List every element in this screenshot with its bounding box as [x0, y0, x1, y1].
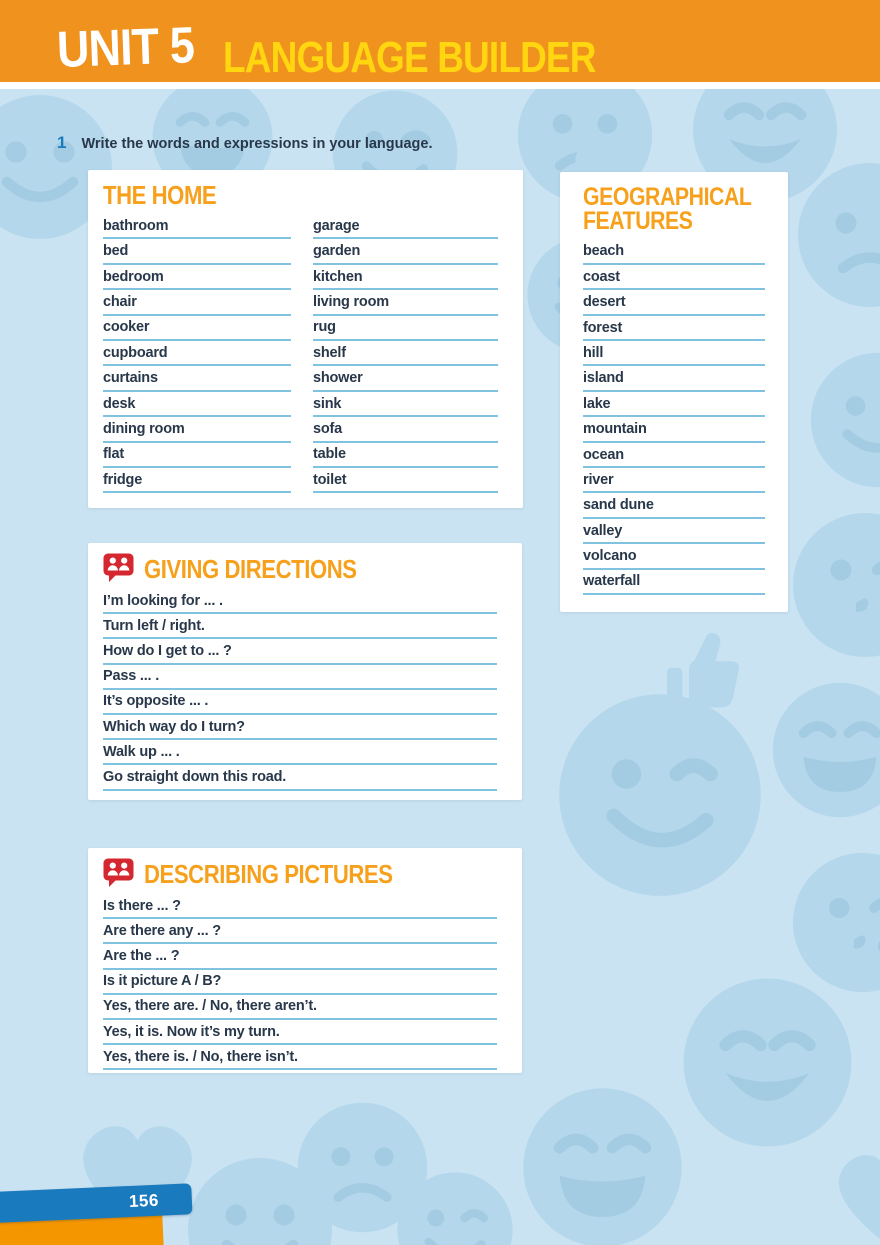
- phrase-row: [103, 715, 497, 740]
- vocab-row: [103, 290, 291, 315]
- entry-label: rug: [313, 319, 336, 336]
- vocab-row: [583, 468, 765, 493]
- page-title: LANGUAGE BUILDER: [223, 33, 596, 82]
- entry-label: sand dune: [583, 497, 654, 514]
- panel-heading-giving-directions: GIVING DIRECTIONS: [144, 554, 357, 584]
- entry-label: flat: [103, 446, 124, 463]
- entry-label: volcano: [583, 548, 637, 565]
- entry-label: desk: [103, 395, 136, 412]
- phrase-row: [103, 614, 497, 639]
- vocab-row: [103, 265, 291, 290]
- entry-label: Go straight down this road.: [103, 769, 287, 785]
- kiss-icon: [793, 513, 880, 657]
- grin-icon: [773, 683, 880, 817]
- phrase-row: [103, 970, 497, 995]
- vocab-row: [583, 570, 765, 595]
- entry-label: shelf: [313, 344, 346, 361]
- vocab-row: [103, 214, 291, 239]
- panel-heading-describing-pictures: DESCRIBING PICTURES: [144, 859, 393, 889]
- vocab-column-right: [313, 214, 498, 493]
- entry-label: hill: [583, 344, 604, 361]
- entry-label: river: [583, 471, 614, 488]
- entry-label: cupboard: [103, 344, 168, 361]
- heart-icon: [839, 1155, 880, 1243]
- speech-bubble-people-icon: [103, 553, 135, 583]
- vocab-row: [583, 519, 765, 544]
- wink-icon: [559, 694, 761, 896]
- entry-label: dining room: [103, 421, 185, 438]
- vocab-columns: [103, 214, 498, 493]
- phrase-list: [103, 589, 497, 791]
- panel-heading-geographical-features: [583, 183, 752, 235]
- entry-label: shower: [313, 370, 363, 387]
- vocab-row: [313, 366, 498, 391]
- vocab-row: [103, 392, 291, 417]
- entry-label: bedroom: [103, 268, 164, 285]
- entry-label: Are there any ... ?: [103, 922, 221, 939]
- phrase-row: [103, 765, 497, 790]
- vocab-row: [103, 316, 291, 341]
- vocab-row: [583, 544, 765, 569]
- entry-label: ocean: [583, 446, 624, 463]
- vocab-row: [103, 468, 291, 493]
- vocab-row: [583, 316, 765, 341]
- entry-label: bathroom: [103, 217, 169, 234]
- vocab-row: [103, 443, 291, 468]
- entry-label: curtains: [103, 370, 158, 387]
- entry-label: Turn left / right.: [103, 617, 205, 634]
- entry-label: bed: [103, 243, 129, 260]
- vocab-row: [583, 290, 765, 315]
- entry-label: desert: [583, 294, 626, 311]
- entry-label: living room: [313, 294, 389, 311]
- entry-label: coast: [583, 268, 620, 285]
- phrase-row: [103, 690, 497, 715]
- entry-label: valley: [583, 522, 623, 539]
- phrase-row: [103, 740, 497, 765]
- phrase-row: [103, 944, 497, 969]
- smiley-icon: [811, 353, 880, 487]
- vocab-column-left: [103, 214, 291, 493]
- panel-geographical-features: [560, 172, 788, 612]
- panel-heading-the-home: THE HOME: [103, 180, 217, 210]
- vocab-row: [313, 316, 498, 341]
- entry-label: garden: [313, 243, 361, 260]
- phrase-row: [103, 919, 497, 944]
- panel-heading-row: [103, 555, 497, 583]
- vocab-row: [583, 240, 765, 265]
- vocab-row: [313, 468, 498, 493]
- vocab-row: [583, 265, 765, 290]
- vocab-row: [313, 443, 498, 468]
- entry-label: fridge: [103, 471, 143, 488]
- instruction: [57, 133, 433, 153]
- vocab-list: [583, 240, 765, 595]
- entry-label: mountain: [583, 421, 647, 438]
- entry-label: forest: [583, 319, 623, 336]
- entry-label: table: [313, 446, 346, 463]
- vocab-row: [583, 366, 765, 391]
- panel-the-home: [88, 170, 523, 508]
- entry-label: chair: [103, 294, 137, 311]
- heading-line-2: FEATURES: [583, 206, 693, 235]
- entry-label: waterfall: [583, 573, 641, 590]
- vocab-row: [583, 443, 765, 468]
- vocab-row: [583, 417, 765, 442]
- entry-label: beach: [583, 243, 624, 260]
- vocab-row: [313, 214, 498, 239]
- vocab-row: [313, 265, 498, 290]
- speech-bubble-people-icon: [103, 858, 135, 888]
- entry-label: lake: [583, 395, 611, 412]
- phrase-row: [103, 589, 497, 614]
- vocab-row: [103, 417, 291, 442]
- entry-label: toilet: [313, 471, 347, 488]
- entry-label: Pass ... .: [103, 668, 160, 685]
- vocab-row: [313, 341, 498, 366]
- laugh-icon: [684, 979, 852, 1147]
- vocab-row: [103, 239, 291, 264]
- entry-label: Which way do I turn?: [103, 718, 245, 735]
- entry-label: kitchen: [313, 268, 363, 285]
- vocab-row: [583, 493, 765, 518]
- instruction-text: Write the words and expressions in your language.: [81, 136, 433, 152]
- unit-label: UNIT 5: [56, 16, 195, 78]
- phrase-row: [103, 894, 497, 919]
- entry-label: It’s opposite ... .: [103, 693, 209, 710]
- entry-label: How do I get to ... ?: [103, 643, 232, 660]
- vocab-row: [103, 366, 291, 391]
- entry-label: Yes, there are. / No, there aren’t.: [103, 998, 317, 1015]
- heading-line-1: GEOGRAPHICAL: [583, 183, 752, 211]
- exercise-number: 1: [57, 133, 67, 152]
- phrase-row: [103, 665, 497, 690]
- panel-describing-pictures: [88, 848, 522, 1073]
- phrase-row: [103, 639, 497, 664]
- entry-label: cooker: [103, 319, 150, 336]
- vocab-row: [313, 392, 498, 417]
- phrase-row: [103, 1045, 497, 1070]
- vocab-row: [583, 341, 765, 366]
- entry-label: sink: [313, 395, 342, 412]
- vocab-row: [103, 341, 291, 366]
- entry-label: island: [583, 370, 624, 387]
- entry-label: Are the ... ?: [103, 948, 180, 965]
- entry-label: Is it picture A / B?: [103, 973, 222, 990]
- entry-label: I’m looking for ... .: [103, 592, 223, 609]
- entry-label: garage: [313, 217, 360, 234]
- entry-label: Is there ... ?: [103, 897, 181, 914]
- kiss-icon: [793, 853, 880, 992]
- vocab-row: [583, 392, 765, 417]
- vocab-row: [313, 417, 498, 442]
- vocab-row: [313, 239, 498, 264]
- panel-giving-directions: [88, 543, 522, 800]
- panel-heading-row: [103, 860, 497, 888]
- vocab-row: [313, 290, 498, 315]
- phrase-list: [103, 894, 497, 1070]
- grin-icon: [523, 1088, 681, 1245]
- phrase-row: [103, 995, 497, 1020]
- page-number: 156: [128, 1190, 160, 1211]
- entry-label: sofa: [313, 421, 343, 438]
- entry-label: Walk up ... .: [103, 743, 180, 760]
- phrase-row: [103, 1020, 497, 1045]
- banner: [0, 0, 880, 89]
- entry-label: Yes, there is. / No, there isn’t.: [103, 1048, 298, 1065]
- entry-label: Yes, it is. Now it’s my turn.: [103, 1023, 280, 1040]
